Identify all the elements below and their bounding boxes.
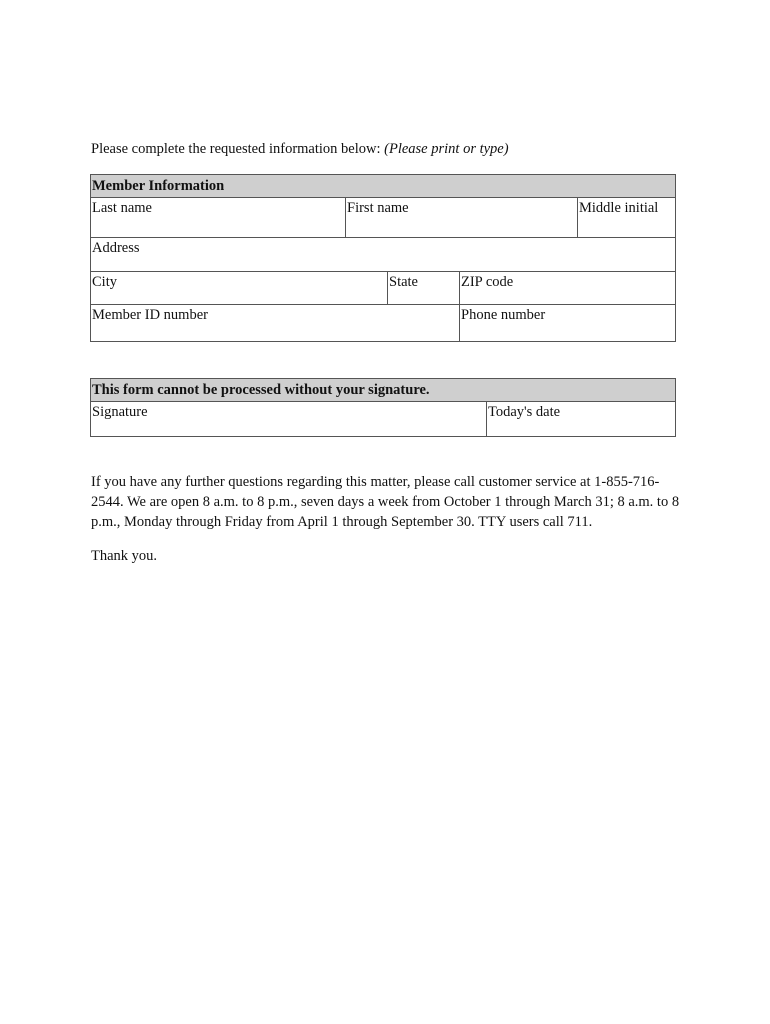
member-id-label: Member ID number (92, 307, 208, 323)
zip-code-label: ZIP code (461, 274, 514, 290)
member-information-header: Member Information (91, 175, 676, 198)
member-id-field[interactable] (91, 305, 460, 342)
last-name-field[interactable] (91, 198, 346, 238)
middle-initial-label: Middle initial (579, 200, 659, 216)
middle-initial-field[interactable] (578, 198, 676, 238)
city-label: City (92, 274, 117, 290)
address-field[interactable] (91, 238, 676, 272)
city-field[interactable] (91, 272, 388, 305)
phone-number-label: Phone number (461, 307, 546, 323)
phone-number-field[interactable] (460, 305, 676, 342)
signature-field[interactable] (91, 402, 487, 437)
todays-date-field[interactable] (487, 402, 676, 437)
state-label: State (389, 274, 418, 290)
todays-date-label: Today's date (488, 404, 561, 420)
signature-table (90, 378, 676, 437)
thank-you-text: Thank you. (91, 548, 158, 564)
signature-label: Signature (92, 404, 148, 420)
state-field[interactable] (388, 272, 460, 305)
zip-code-field[interactable] (460, 272, 676, 305)
address-label: Address (92, 240, 140, 256)
last-name-label: Last name (92, 200, 152, 216)
form-instructions (91, 141, 509, 158)
first-name-field[interactable] (346, 198, 578, 238)
member-information-table (90, 174, 676, 342)
signature-required-header: This form cannot be processed without your signature. (91, 379, 676, 402)
instructions-text: Please complete the requested information below: (91, 141, 381, 157)
print-or-type-note: (Please print or type) (384, 141, 509, 157)
customer-service-paragraph: If you have any further questions regarding this matter, please call customer service at 1-855-716-2544. We are open 8 a.m. to 8 p.m., seven days a week from October 1 through March 31; 8 a.m. to 8 p.m., Monday through Friday from April 1 through September 30. TTY users call 711. (91, 474, 680, 530)
first-name-label: First name (347, 200, 409, 216)
